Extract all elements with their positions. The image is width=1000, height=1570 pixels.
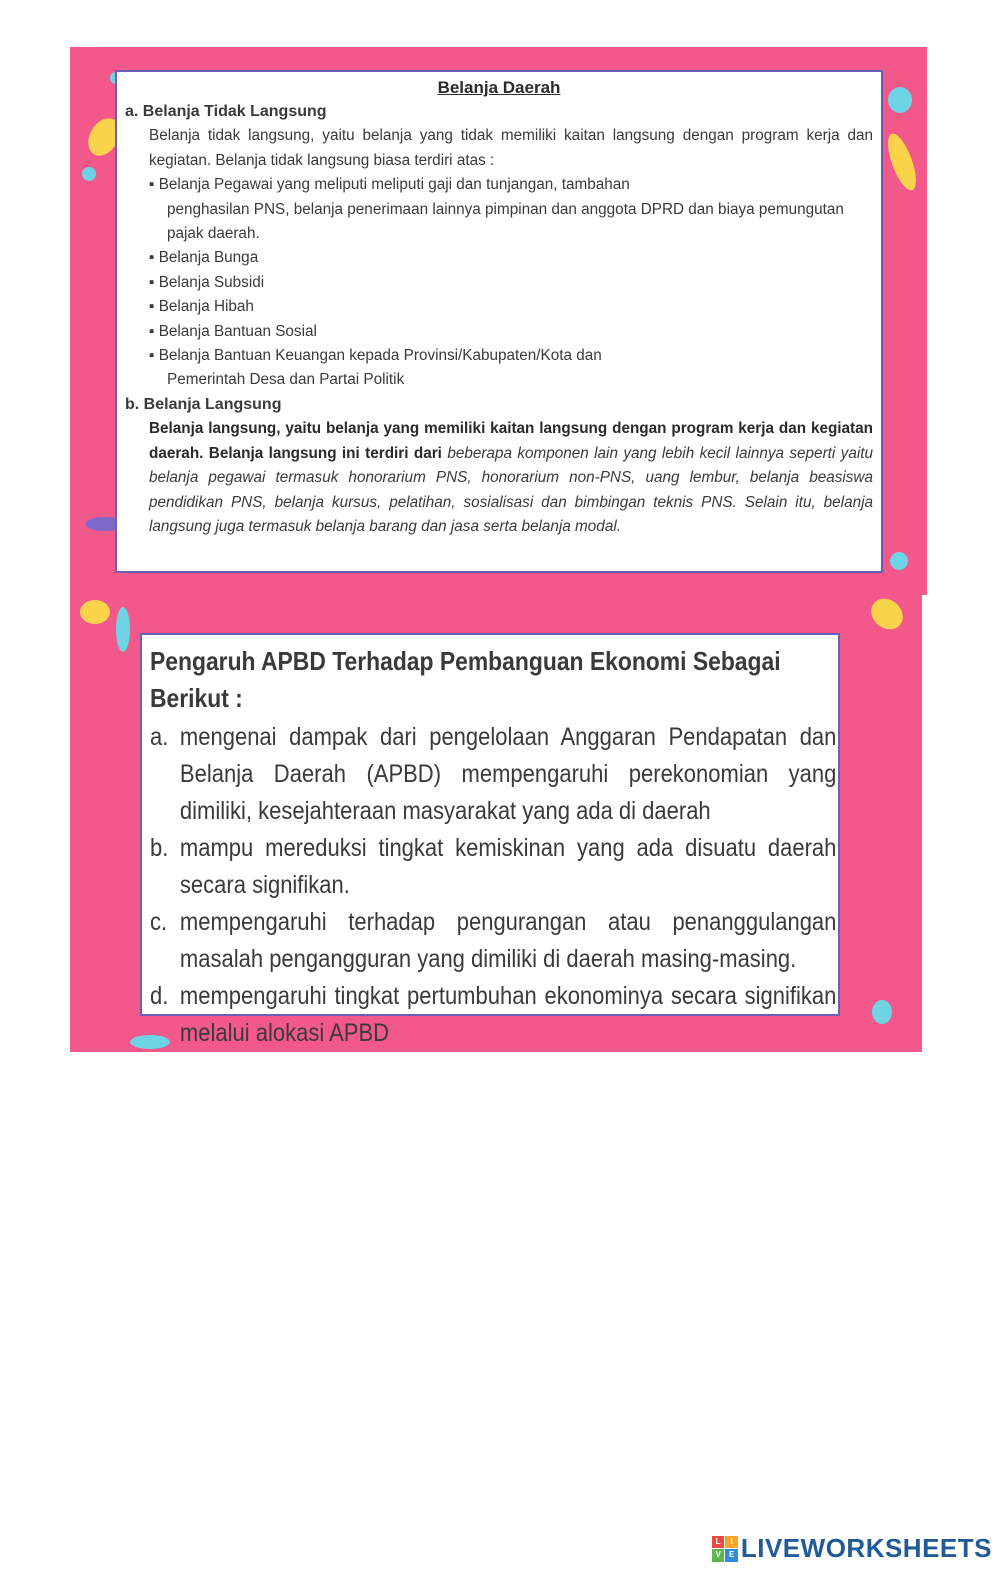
list-text: mengenai dampak dari pengelolaan Anggaran Pendapatan dan Belanja Daerah (APBD) mempengaruhi perekonomian yang dimiliki, kesejahteraan masyarakat yang ada di daerah bbox=[179, 723, 837, 825]
belanja-daerah-card bbox=[115, 70, 883, 573]
bullet-text: Belanja Subsidi bbox=[158, 273, 265, 291]
list-text: mampu mereduksi tingkat kemiskinan yang ada disuatu daerah secara signifikan. bbox=[179, 834, 837, 899]
section-a-heading: a. Belanja Tidak Langsung bbox=[125, 103, 327, 120]
pengaruh-content bbox=[150, 643, 836, 1052]
decor-blob bbox=[116, 607, 130, 652]
bullet-continuation: Pemerintah Desa dan Partai Politik bbox=[167, 371, 405, 389]
brand-name: LIVEWORKSHEETS bbox=[740, 1533, 992, 1563]
list-item bbox=[150, 904, 836, 978]
decor-blob bbox=[80, 600, 110, 624]
logo-icon bbox=[712, 1536, 738, 1562]
section-b-heading: b. Belanja Langsung bbox=[125, 395, 282, 413]
logo-letter: I bbox=[725, 1536, 738, 1549]
section-b-description bbox=[125, 417, 873, 539]
belanja-title: Belanja Daerah bbox=[437, 78, 561, 97]
decor-blob bbox=[890, 552, 908, 570]
bullet-text: Belanja Bantuan Sosial bbox=[158, 322, 317, 340]
bullet-item: ▪ Belanja Pegawai yang meliputi meliputi gaji dan tunjangan, tambahan bbox=[149, 176, 630, 194]
list-label: a. bbox=[150, 723, 169, 751]
bullet-item: ▪ Belanja Bantuan Sosial bbox=[149, 322, 317, 340]
list-label: d. bbox=[150, 982, 169, 1010]
logo-letter: L bbox=[712, 1536, 725, 1549]
list-label: c. bbox=[150, 908, 168, 936]
list-item bbox=[150, 719, 836, 830]
bullet-text: Belanja Bunga bbox=[158, 249, 259, 267]
list-text: mempengaruhi terhadap pengurangan atau penanggulangan masalah pengangguran yang dimiliki di daerah masing-masing. bbox=[179, 908, 837, 973]
bullet-item: ▪ Belanja Bunga bbox=[149, 249, 259, 267]
logo-letter: V bbox=[712, 1549, 725, 1562]
pengaruh-title: Pengaruh APBD Terhadap Pembanguan Ekonomi Sebagai Berikut : bbox=[150, 646, 781, 713]
decor-blob bbox=[872, 1000, 892, 1024]
bullet-item: ▪ Belanja Hibah bbox=[149, 298, 254, 316]
list-text: mempengaruhi tingkat pertumbuhan ekonominya secara signifikan melalui alokasi APBD bbox=[179, 982, 837, 1047]
belanja-content bbox=[125, 100, 873, 539]
list-item bbox=[150, 978, 836, 1052]
decor-blob bbox=[82, 167, 96, 181]
bullet-text: Belanja Hibah bbox=[158, 298, 254, 316]
list-label: b. bbox=[150, 834, 169, 862]
liveworksheets-logo[interactable] bbox=[712, 1533, 992, 1564]
decor-blob bbox=[888, 87, 912, 113]
logo-letter: E bbox=[725, 1549, 738, 1562]
section-b-italic-text: beberapa komponen lain yang lebih kecil lainnya seperti yaitu belanja pegawai termasuk honorarium PNS, honorarium non-PNS, uang lembur, belanja beasiswa pendidikan PNS, belanja kursus, pelatihan, sosialisasi dan bimbingan teknis PNS. Selain itu, belanja langsung juga termasuk belanja barang dan jasa serta belanja modal. bbox=[149, 444, 873, 535]
decor-blob bbox=[865, 595, 909, 636]
list-item bbox=[150, 830, 836, 904]
bullet-item: ▪ Belanja Subsidi bbox=[149, 273, 265, 291]
pengaruh-apbd-card bbox=[140, 633, 840, 1047]
bullet-text: Belanja Pegawai yang meliputi meliputi gaji dan tunjangan, tambahan bbox=[158, 176, 630, 194]
bullet-text: Belanja Bantuan Keuangan kepada Provinsi/Kabupaten/Kota dan bbox=[158, 347, 602, 365]
section-a-description: Belanja tidak langsung, yaitu belanja yang tidak memiliki kaitan langsung dengan program kerja dan kegiatan. Belanja tidak langsung biasa terdiri atas : bbox=[149, 127, 873, 169]
decor-blob bbox=[882, 130, 921, 193]
bullet-item: ▪ Belanja Bantuan Keuangan kepada Provinsi/Kabupaten/Kota dan bbox=[149, 347, 602, 365]
section-b-bold-text: Belanja langsung, yaitu belanja yang memiliki kaitan langsung dengan program kerja dan kegiatan daerah. Belanja langsung ini terdiri dari bbox=[149, 420, 873, 462]
bullet-continuation: penghasilan PNS, belanja penerimaan lainnya pimpinan dan anggota DPRD dan biaya pemungutan pajak daerah. bbox=[167, 200, 844, 243]
